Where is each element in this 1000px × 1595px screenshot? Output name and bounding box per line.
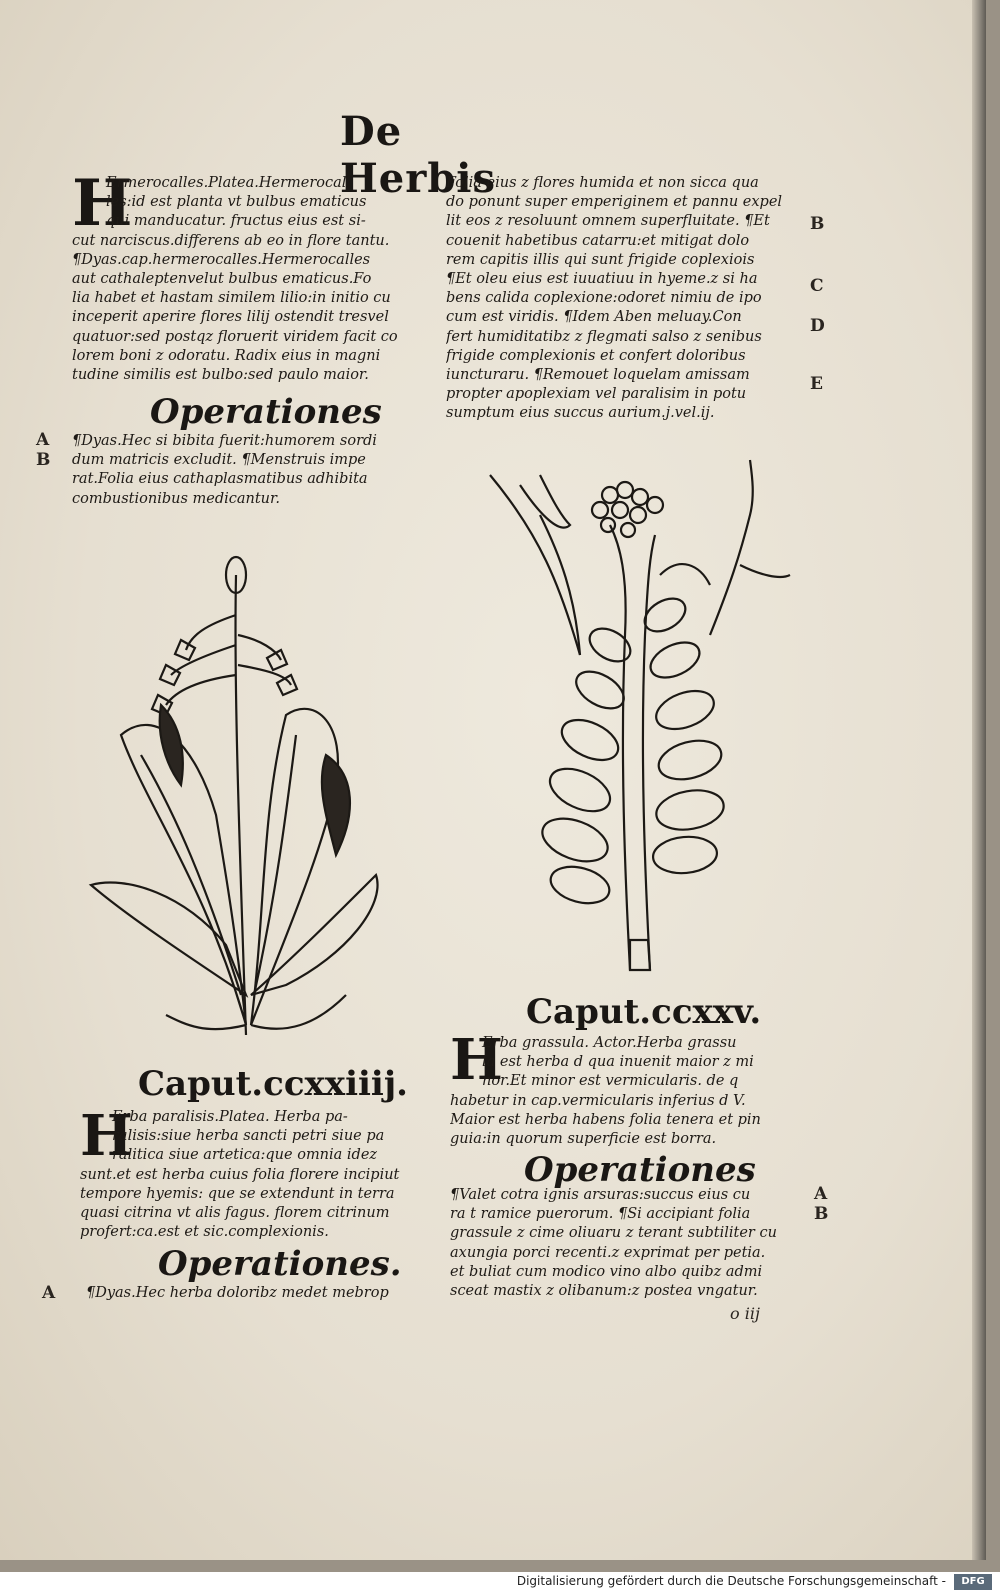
text-line: ra t ramice puerorum. ¶Si accipiant folia (450, 1206, 751, 1223)
text-line: ralisis:siue herba sancti petri siue pa (112, 1128, 385, 1145)
section-heading: Operationes (524, 1150, 756, 1190)
text-line: couenit habetibus catarru:et mitigat dolo (446, 232, 750, 249)
woodcut-plant-right (480, 455, 800, 985)
text-line: Ermerocalles.Platea.Hermerocal (106, 175, 347, 191)
text-line: rem capitis illis qui sunt frigide coplexiois (446, 251, 755, 268)
right-column-text (446, 174, 792, 424)
text-line: cum est viridis. ¶Idem Aben meluay.Con (446, 309, 742, 326)
left-operationes-text (72, 432, 428, 509)
chapter-heading: Caput.ccxxiiij. (138, 1064, 408, 1104)
page-header: De Herbis (340, 108, 496, 202)
text-line: profert:ca.est et sic.complexionis. (80, 1224, 329, 1241)
chapter-heading: Caput.ccxxv. (526, 992, 762, 1032)
text-line: ¶Dyas.Hec herba doloribz medet mebrop (86, 1285, 389, 1301)
text-line: propter apoplexiam vel paralisim in potu (446, 386, 747, 403)
text-line: do ponunt super emperiginem et pannu expel (446, 194, 783, 211)
section-heading: Operationes. (158, 1244, 402, 1284)
drop-capital: H (450, 1027, 503, 1093)
margin-letter: B (814, 1204, 829, 1224)
text-line: Maior est herba habens folia tenera et pin (450, 1111, 761, 1128)
margin-letter: C (810, 276, 824, 296)
text-line: frigide complexionis et confert doloribus (446, 347, 746, 364)
text-line: dum matricis excludit. ¶Menstruis impe (72, 452, 366, 469)
left-column-text (72, 166, 428, 385)
text-line: ¶Dyas.Hec si bibita fuerit:humorem sordi (72, 433, 377, 449)
text-line: lit eos z resoluunt omnem superfluitate. ¶Et (446, 213, 770, 230)
text-line: sceat mastix z olibanum:z postea vngatur. (450, 1283, 758, 1300)
text-line: sunt.et est herba cuius folia florere incipiut (80, 1166, 400, 1183)
text-line: inceperit aperire flores lilij ostendit tresvel (72, 309, 389, 326)
footer-credit: Digitalisierung gefördert durch die Deutsche Forschungsgemeinschaft - (516, 1574, 946, 1588)
right-bottom-operationes-text (450, 1186, 795, 1301)
text-line: et buliat cum modico vino albo quibz admi (450, 1263, 763, 1280)
drop-capital: H (72, 166, 133, 241)
text-line: la est herba d qua inuenit maior z mi (482, 1054, 754, 1071)
page-edge (972, 0, 986, 1560)
text-line: nor.Et minor est vermicularis. de q (482, 1073, 739, 1090)
text-line: axungia porci recenti.z exprimat per petia. (450, 1244, 766, 1261)
text-line: Erba paralisis.Platea. Herba pa- (112, 1109, 348, 1125)
text-line: les:id est planta vt bulbus ematicus (106, 194, 367, 211)
dfg-logo: DFG (954, 1574, 992, 1590)
signature-mark: o iij (730, 1304, 760, 1323)
text-line: lia habet et hastam similem lilio:in initio cu (72, 290, 391, 307)
text-line: guia:in quorum superficie est borra. (450, 1131, 717, 1148)
margin-letter: E (810, 374, 823, 394)
text-line: quasi citrina vt alis fagus. florem citrinum (80, 1205, 390, 1222)
drop-capital: H (80, 1103, 133, 1169)
text-line: aut cathaleptenvelut bulbus ematicus.Fo (72, 271, 372, 288)
text-line: combustionibus medicantur. (72, 490, 280, 507)
section-heading: Operationes (150, 392, 382, 432)
text-line: cut narciscus.differens ab eo in flore tantu. (72, 232, 390, 249)
left-bottom-operationes-text (86, 1284, 431, 1303)
text-line: ¶Et oleu eius est iuuatiuu in hyeme.z si ha (446, 271, 758, 288)
right-bottom-text (450, 1027, 795, 1149)
text-line: quatuor:sed postqz floruerit viridem facit co (72, 328, 398, 345)
text-line: rat.Folia eius cathaplasmatibus adhibita (72, 471, 368, 488)
text-line: ralitica siue artetica:que omnia idez (112, 1147, 378, 1164)
margin-letter: D (810, 316, 825, 336)
text-line: Erba grassula. Actor.Herba grassu (482, 1035, 737, 1051)
margin-letter: A (814, 1184, 828, 1204)
text-line: ¶Valet cotra ignis arsuras:succus eius cu (450, 1187, 751, 1203)
margin-letter: A (42, 1283, 56, 1303)
text-line: Folia eius z flores humida et non sicca qua (446, 175, 759, 191)
text-line: qui manducatur. fructus eius est si- (106, 213, 366, 230)
text-line: grassule z cime oliuaru z terant subtiliter cu (450, 1225, 777, 1242)
woodcut-plant-left (86, 555, 396, 1055)
margin-letter: B (810, 214, 825, 234)
text-line: tudine similis est bulbo:sed paulo maior. (72, 367, 369, 384)
text-line: sumptum eius succus aurium.j.vel.ij. (446, 405, 715, 422)
text-line: habetur in cap.vermicularis inferius d V. (450, 1092, 746, 1109)
text-line: ¶Dyas.cap.hermerocalles.Hermerocalles (72, 251, 371, 268)
margin-letter: A (36, 430, 50, 450)
margin-letter: B (36, 450, 51, 470)
text-line: fert humiditatibz z flegmati salso z senibus (446, 328, 762, 345)
left-bottom-text (80, 1103, 430, 1242)
text-line: lorem boni z odoratu. Radix eius in magni (72, 347, 381, 364)
text-line: iuncturaru. ¶Remouet loquelam amissam (446, 367, 750, 384)
text-line: bens calida coplexione:odoret nimiu de ipo (446, 290, 762, 307)
text-line: tempore hyemis: que se extendunt in terra (80, 1185, 395, 1202)
